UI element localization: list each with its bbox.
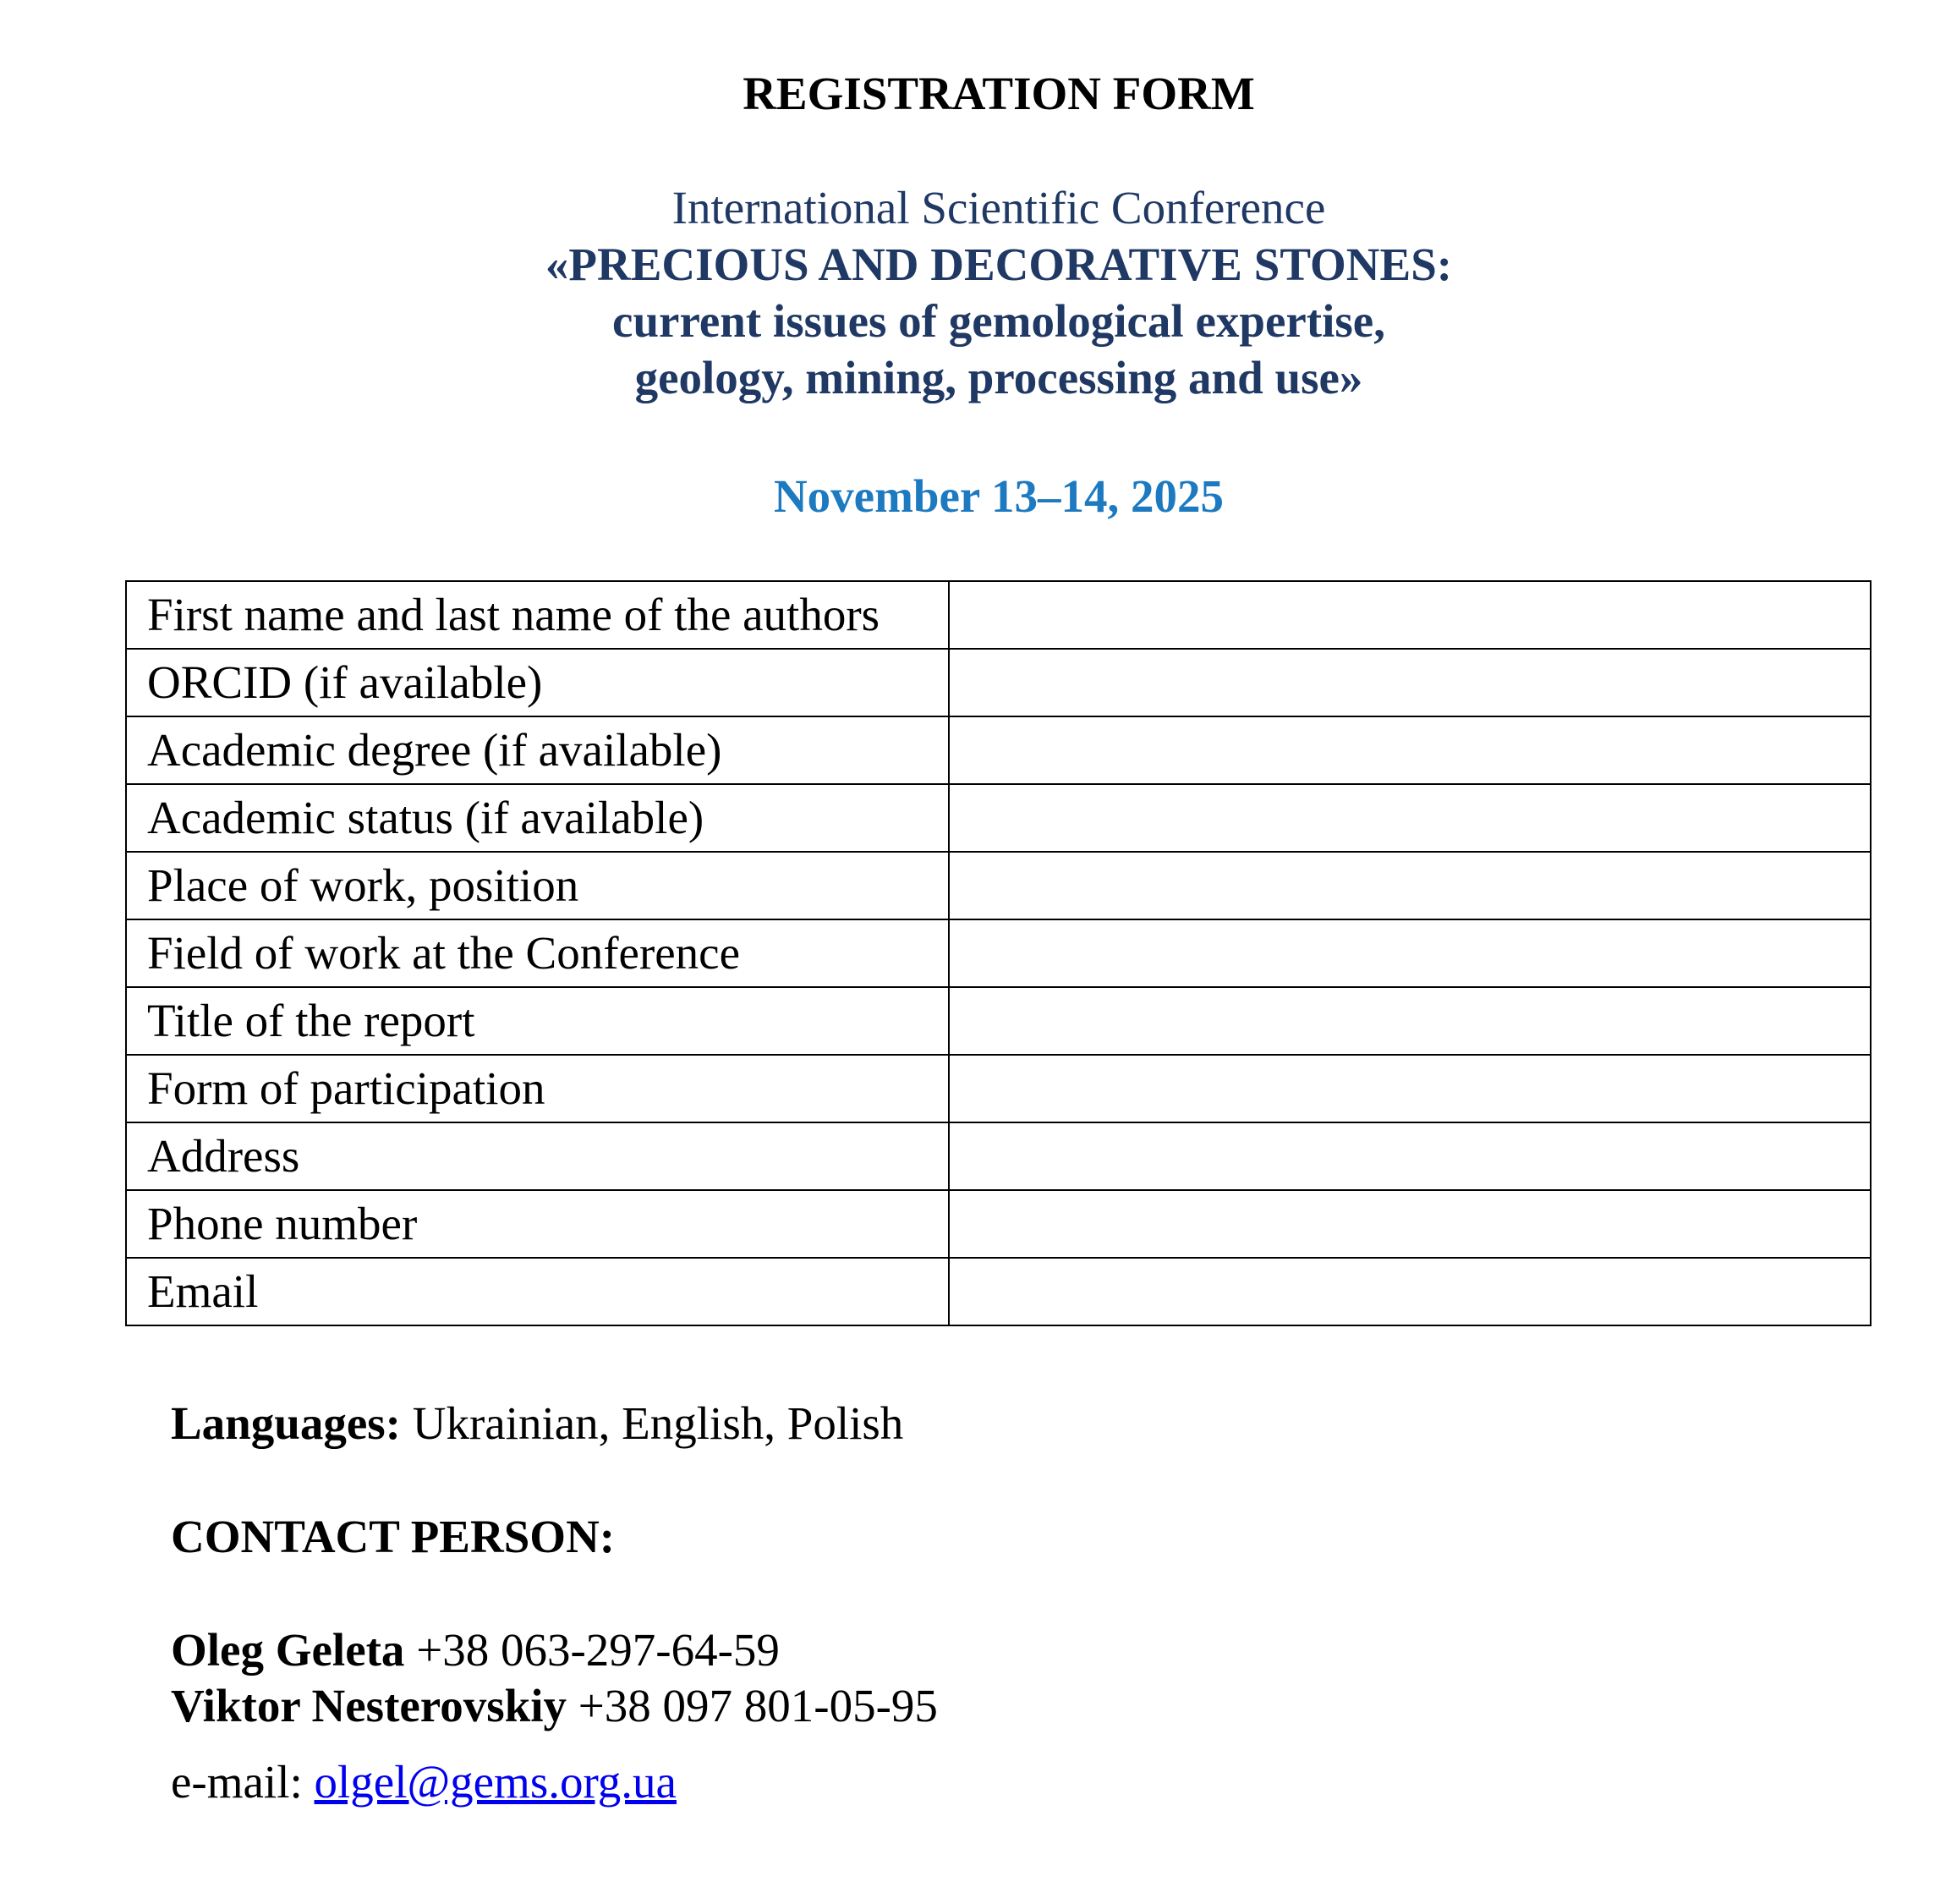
table-row — [126, 852, 1871, 919]
email-link[interactable]: olgel@gems.org.ua — [314, 1756, 677, 1808]
email-label: e-mail: — [171, 1756, 315, 1808]
contact-phone: +38 097 801-05-95 — [566, 1680, 938, 1731]
field-value-address[interactable] — [949, 1122, 1871, 1190]
table-row — [126, 1055, 1871, 1122]
contact-heading: CONTACT PERSON: — [171, 1511, 616, 1562]
languages-label: Languages: — [171, 1397, 401, 1449]
contact-person — [171, 1678, 938, 1734]
field-label-phone: Phone number — [126, 1190, 949, 1258]
conference-title-line-3: geology, mining, processing and use» — [634, 352, 1363, 403]
conference-date: November 13–14, 2025 — [773, 470, 1225, 522]
field-label-report-title: Title of the report — [126, 987, 949, 1055]
field-value-field-of-work[interactable] — [949, 919, 1871, 987]
field-value-place-of-work[interactable] — [949, 852, 1871, 919]
field-value-participation-form[interactable] — [949, 1055, 1871, 1122]
table-row — [126, 581, 1871, 649]
contact-person — [171, 1622, 780, 1678]
table-row — [126, 1258, 1871, 1325]
field-label-academic-degree: Academic degree (if available) — [126, 716, 949, 784]
field-label-email: Email — [126, 1258, 949, 1325]
table-row — [126, 784, 1871, 852]
conference-title-line-1: «PRECIOUS AND DECORATIVE STONES: — [545, 239, 1453, 290]
field-value-orcid[interactable] — [949, 649, 1871, 716]
field-label-orcid: ORCID (if available) — [126, 649, 949, 716]
table-row — [126, 649, 1871, 716]
field-label-address: Address — [126, 1122, 949, 1190]
contact-name: Oleg Geleta — [171, 1624, 405, 1676]
conference-subtitle: International Scientific Conference — [671, 182, 1326, 233]
conference-title-line-2: current issues of gemological expertise, — [612, 295, 1385, 347]
field-label-field-of-work: Field of work at the Conference — [126, 919, 949, 987]
table-row — [126, 1122, 1871, 1190]
field-value-authors[interactable] — [949, 581, 1871, 649]
table-row — [126, 716, 1871, 784]
field-label-authors: First name and last name of the authors — [126, 581, 949, 649]
field-value-academic-degree[interactable] — [949, 716, 1871, 784]
field-value-email[interactable] — [949, 1258, 1871, 1325]
languages-value: Ukrainian, English, Polish — [401, 1397, 904, 1449]
field-value-phone[interactable] — [949, 1190, 1871, 1258]
field-value-report-title[interactable] — [949, 987, 1871, 1055]
conference-heading — [0, 179, 1940, 406]
field-value-academic-status[interactable] — [949, 784, 1871, 852]
table-row — [126, 919, 1871, 987]
registration-table — [125, 580, 1871, 1326]
email-line — [171, 1754, 677, 1810]
contact-name: Viktor Nesterovskiy — [171, 1680, 567, 1731]
field-label-place-of-work: Place of work, position — [126, 852, 949, 919]
languages-line — [171, 1396, 903, 1451]
contact-phone: +38 063-297-64-59 — [404, 1624, 780, 1676]
field-label-participation-form: Form of participation — [126, 1055, 949, 1122]
page-title: REGISTRATION FORM — [743, 68, 1255, 119]
field-label-academic-status: Academic status (if available) — [126, 784, 949, 852]
table-row — [126, 987, 1871, 1055]
table-row — [126, 1190, 1871, 1258]
